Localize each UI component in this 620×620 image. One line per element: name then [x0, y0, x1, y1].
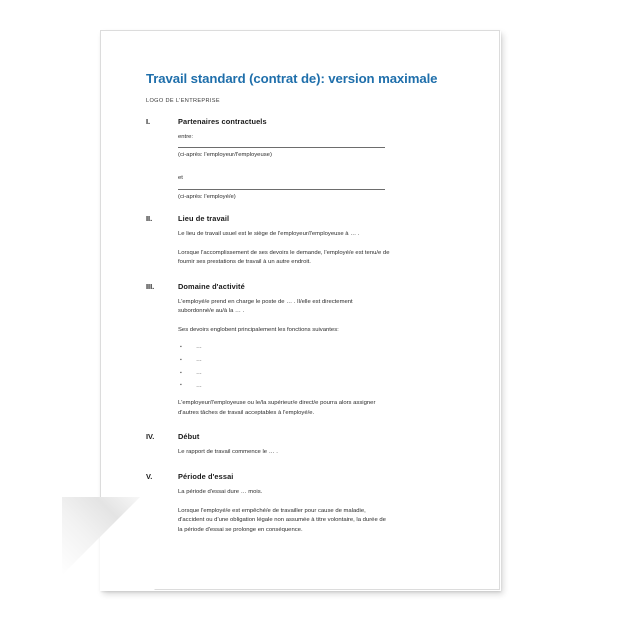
paragraph: Lorsque l'accomplissement de ses devoirs le demande, l'employé/e est tenu/e de fournir ses prestations de travail à un autre endroit.	[178, 249, 390, 266]
section-numeral: V.	[146, 472, 153, 482]
list-item	[178, 383, 481, 390]
list-item	[178, 344, 481, 351]
list-item	[178, 370, 481, 377]
section-heading	[146, 117, 481, 126]
section-debut	[146, 432, 481, 458]
section-body	[178, 448, 481, 458]
list-item-label: …	[196, 344, 202, 351]
section-body	[178, 488, 481, 535]
section-heading	[146, 472, 481, 481]
connector-text: et	[178, 175, 183, 182]
section-title: Domaine d'activité	[178, 281, 245, 291]
section-heading	[146, 214, 481, 223]
list-item	[178, 357, 481, 364]
section-title: Période d'essai	[178, 472, 234, 482]
section-numeral: II.	[146, 213, 153, 223]
list-item-label: …	[196, 357, 202, 364]
paragraph: Ses devoirs englobent principalement les fonctions suivantes:	[178, 326, 339, 333]
paragraph: Le rapport de travail commence le … .	[178, 449, 278, 456]
document-title: Travail standard (contrat de): version maximale	[146, 71, 438, 86]
caption-employer: (ci-après: l'employeur/l'employeuse)	[178, 152, 272, 159]
section-lieu-de-travail	[146, 214, 481, 268]
section-body	[178, 298, 481, 419]
section-title: Partenaires contractuels	[178, 116, 267, 126]
section-body	[178, 230, 481, 268]
paragraph: L'employé/e prend en charge le poste de … . Il/elle est directement subordonné/e au/à la … .	[178, 298, 353, 315]
list-item-label: …	[196, 382, 202, 389]
section-numeral: III.	[146, 281, 155, 291]
section-body	[178, 133, 481, 200]
section-domaine-activite	[146, 282, 481, 419]
document-content	[101, 31, 499, 589]
paragraph: La période d'essai dure … mois.	[178, 489, 263, 496]
section-title: Début	[178, 432, 200, 442]
section-numeral: IV.	[146, 432, 155, 442]
section-heading	[146, 432, 481, 441]
caption-employee: (ci-après: l'employé/e)	[178, 193, 236, 200]
signature-rule-employee	[178, 189, 385, 190]
intro-text: entre:	[178, 133, 194, 140]
document-page	[100, 30, 500, 590]
paragraph: L'employeur/l'employeuse ou le/la supérieur/e direct/e pourra alors assigner d'autres tâches de travail acceptables à l'employé/e.	[178, 400, 376, 416]
paragraph: Le lieu de travail usuel est le siège de l'employeur/l'employeuse à … .	[178, 230, 360, 237]
section-periode-essai	[146, 472, 481, 535]
signature-rule-employer	[178, 147, 385, 148]
company-logo-placeholder: LOGO DE L'ENTREPRISE	[146, 97, 220, 104]
section-partenaires-contractuels	[146, 117, 481, 200]
section-heading	[146, 282, 481, 291]
section-numeral: I.	[146, 116, 151, 126]
paragraph: Lorsque l'employé/e est empêché/e de travailler pour cause de maladie, d'accident ou d'une obligation légale non assumée à titre volontaire, la durée de la période d'essai se prolonge en conséquence.	[178, 507, 386, 533]
section-title: Lieu de travail	[178, 213, 230, 223]
duties-list	[178, 344, 481, 390]
list-item-label: …	[196, 370, 202, 377]
